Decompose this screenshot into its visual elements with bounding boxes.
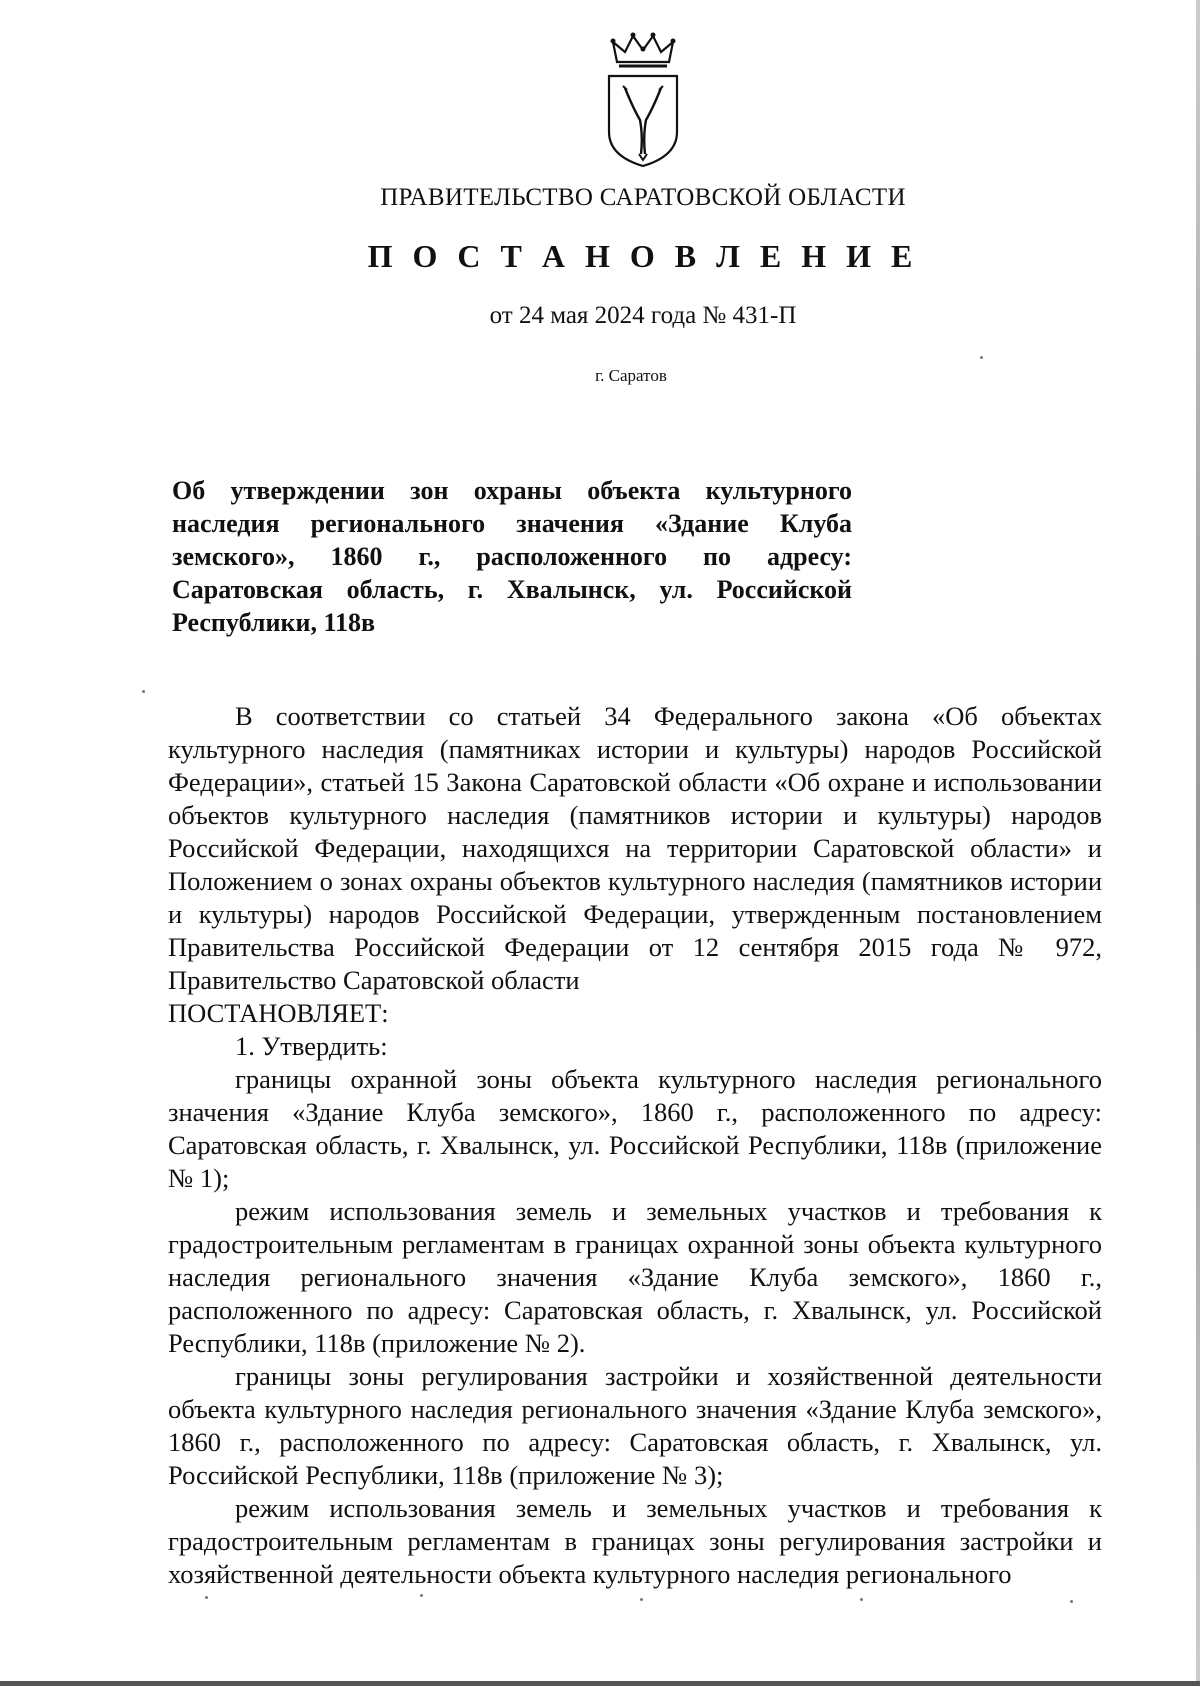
coat-of-arms-icon <box>603 32 683 168</box>
document-type: П О С Т А Н О В Л Е Н И Е <box>367 238 919 274</box>
scan-speck <box>640 1598 643 1601</box>
preamble-paragraph: В соответствии со статьей 34 Федерального закона «Об объектах культурного наследия (памятниках истории и культуры) народов Российской Федерации», статьей 15 Закона Саратовской области «Об охране и использовании объектов культурного наследия (памятников истории и культуры) народов Российской Федерации, находящихся на территории Саратовской области» и Положением о зонах охраны объектов культурного наследия (памятников истории и культуры) народов Российской Федерации, утвержденным постановлением Правительства Российской Федерации от 12 сентября 2015 года № 972, Правительство Саратовской области <box>168 701 1102 995</box>
item-1: 1. Утвердить: <box>235 1031 388 1061</box>
scan-speck <box>420 1594 423 1597</box>
date-number: от 24 мая 2024 года № 431-П <box>489 302 797 329</box>
scan-speck <box>142 690 145 693</box>
scan-edge <box>1196 0 1200 1686</box>
document-body <box>168 700 1102 1591</box>
paragraph-3: границы зоны регулирования застройки и хозяйственной деятельности объекта культурного наследия регионального значения «Здание Клуба земского», 1860 г., расположенного по адресу: Саратовская область, г. Хвалынск, ул. Российской Республики, 118в (приложение № 3); <box>168 1361 1102 1490</box>
decree-word: ПОСТАНОВЛЯЕТ: <box>168 998 389 1028</box>
scan-speck <box>860 1598 863 1601</box>
document-subject: Об утверждении зон охраны объекта культурного наследия регионального значения «Здание Клуба земского», 1860 г., расположенного по адресу: Саратовская область, г. Хвалынск, ул. Российской Республики, 118в <box>172 476 852 637</box>
scan-speck <box>980 356 983 359</box>
government-name: ПРАВИТЕЛЬСТВО САРАТОВСКОЙ ОБЛАСТИ <box>380 184 906 211</box>
paragraph-4: режим использования земель и земельных участков и требования к градостроительным регламентам в границах зоны регулирования застройки и хозяйственной деятельности объекта культурного наследия регионального <box>168 1493 1102 1589</box>
paragraph-2: режим использования земель и земельных участков и требования к градостроительным регламентам в границах охранной зоны объекта культурного наследия регионального значения «Здание Клуба земского», 1860 г., расположенного по адресу: Саратовская область, г. Хвалынск, ул. Российской Республики, 118в (приложение № 2). <box>168 1196 1102 1358</box>
scan-speck <box>1070 1600 1073 1603</box>
scan-speck <box>205 1596 208 1599</box>
scan-bottom-edge <box>0 1681 1200 1686</box>
city: г. Саратов <box>595 366 667 385</box>
paragraph-1: границы охранной зоны объекта культурного наследия регионального значения «Здание Клуба земского», 1860 г., расположенного по адресу: Саратовская область, г. Хвалынск, ул. Российской Республики, 118в (приложение № 1); <box>168 1064 1102 1193</box>
